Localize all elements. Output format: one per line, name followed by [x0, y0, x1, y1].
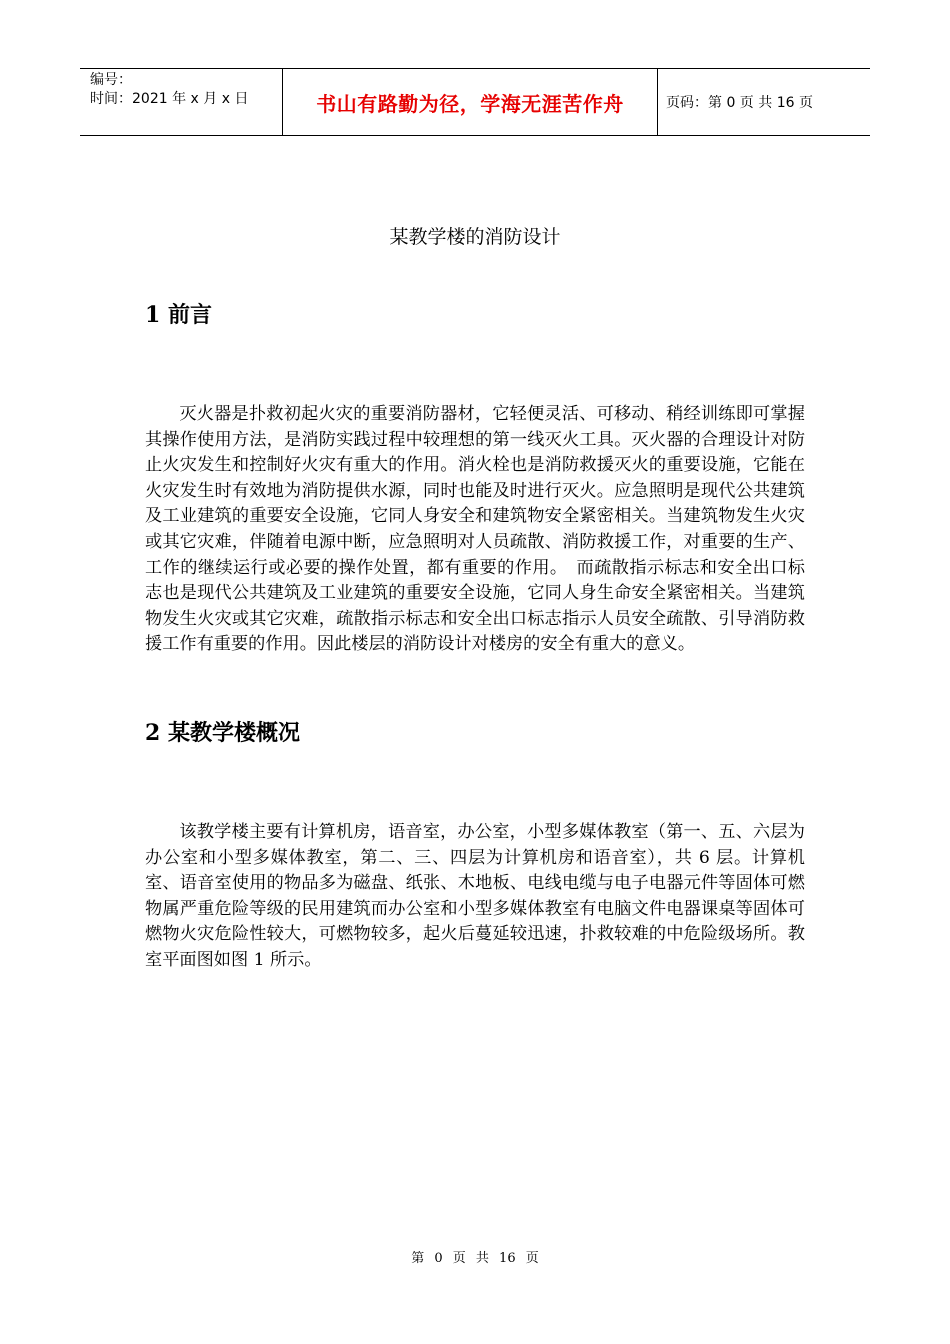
section-heading-overview: 2 某教学楼概况 — [145, 720, 300, 746]
document-title: 某教学楼的消防设计 — [389, 226, 561, 248]
header-page-info: 页码：第 0 页 共 16 页 — [666, 95, 813, 111]
section-paragraph-overview: 该教学楼主要有计算机房，语音室，办公室，小型多媒体教室（第一、五、六层为办公室和小型多媒体教室，第二、三、四层为计算机房和语音室），共 6 层。计算机室、语音室使用的物品多为磁盘、纸张、木地板、电线电缆与电子电器元件等固体可燃物属严重危险等级的民用建筑而办公室和小型多媒体教室有电脑文件电器课桌等固体可燃物火灾危险性较大，可燃物较多，起火后蔓延较迅速，扑救较难的中危险级场所。教室平面图如图 1 所示。 — [145, 822, 805, 970]
header-motto: 书山有路勤为径，学海无涯苦作舟 — [282, 69, 658, 135]
section-paragraph-preface: 灭火器是扑救初起火灾的重要消防器材，它轻便灵活、可移动、稍经训练即可掌握其操作使用方法，是消防实践过程中较理想的第一线灭火工具。灭火器的合理设计对防止火灾发生和控制好火灾有重大的作用。消火栓也是消防救援灭火的重要设施，它能在火灾发生时有效地为消防提供水源，同时也能及时进行灭火。应急照明是现代公共建筑及工业建筑的重要安全设施，它同人身安全和建筑物安全紧密相关。当建筑物发生火灾或其它灾难，伴随着电源中断，应急照明对人员疏散、消防救援工作，对重要的生产、工作的继续运行或必要的操作处置，都有重要的作用。 而疏散指示标志和安全出口标志也是现代公共建筑及工业建筑的重要安全设施，它同人身生命安全紧密相关。当建筑物发生火灾或其它灾难，疏散指示标志和安全出口标志指示人员安全疏散、引导消防救援工作有重要的作用。因此楼层的消防设计对楼房的安全有重大的意义。 — [145, 404, 805, 655]
page-header — [80, 68, 870, 136]
header-meta — [80, 69, 282, 135]
page-footer: 第 0 页 共 16 页 — [411, 1251, 539, 1266]
section-heading-preface: 1 前言 — [145, 302, 212, 328]
number-label: 编号： — [90, 72, 132, 88]
time-label: 时间：2021 年 x 月 x 日 — [90, 91, 249, 107]
